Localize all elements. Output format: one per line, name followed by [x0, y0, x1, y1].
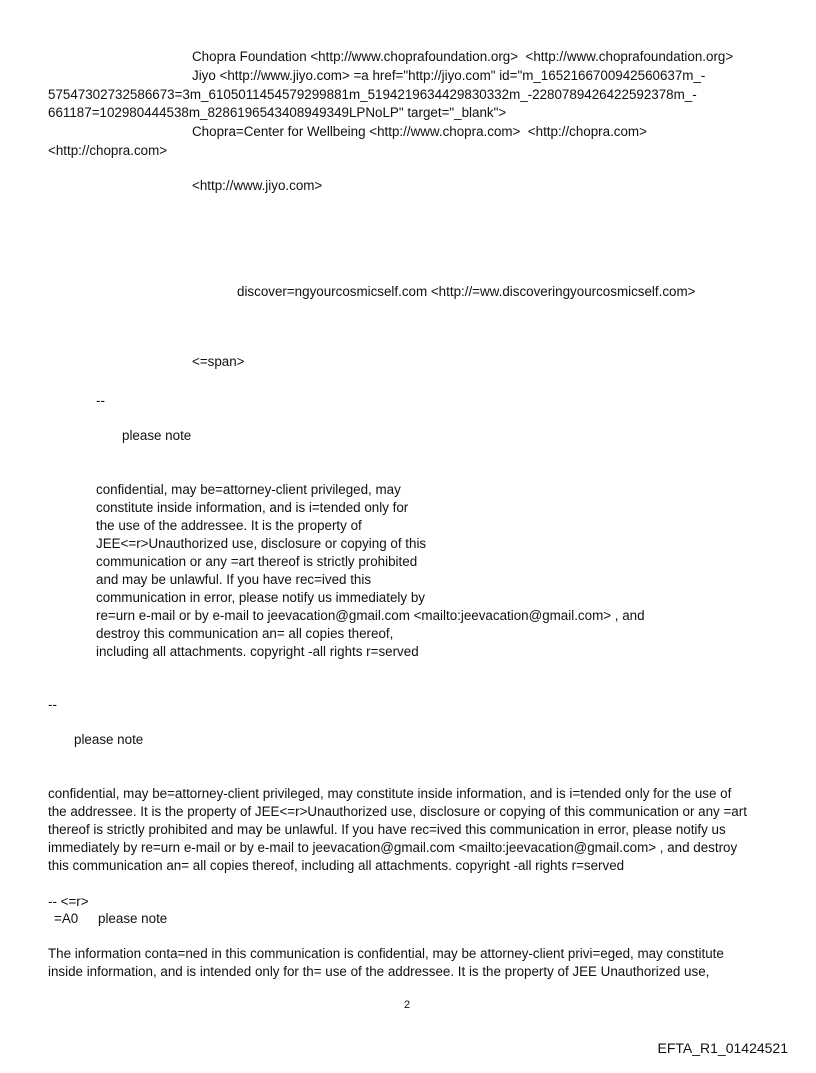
notice-line: re=urn e-mail or by e-mail to jeevacation@gmail.com <mailto:jeevacation@gmail.com> , and	[96, 608, 645, 623]
notice-heading: please note	[98, 911, 168, 926]
chopra-link-line: <http://chopra.com>	[48, 143, 168, 158]
notice-line: The information conta=ned in this communication is confidential, may be attorney-client privi=eged, may constitute	[48, 946, 724, 961]
id-line-2: 661187=102980444538m_8286196543408949349LPNoLP" target="_blank">	[48, 105, 507, 120]
notice-line: including all attachments. copyright -all rights r=served	[96, 644, 419, 659]
separator-dash: --	[48, 697, 57, 712]
a0-marker: =A0	[54, 911, 79, 926]
notice-line: the addressee. It is the property of JEE<=r>Unauthorized use, disclosure or copying of this communication or any =art	[48, 804, 747, 819]
separator-dash: -- <=r>	[48, 894, 89, 909]
notice-line: JEE<=r>Unauthorized use, disclosure or copying of this	[96, 536, 427, 551]
notice-line: communication in error, please notify us immediately by	[96, 590, 425, 605]
notice-line: thereof is strictly prohibited and may be unlawful. If you have rec=ived this communication in error, please notify us	[48, 822, 726, 837]
cosmic-self-line: discover=ngyourcosmicself.com <http://=ww.discoveringyourcosmicself.com>	[237, 284, 696, 299]
jiyo-link-line: <http://www.jiyo.com>	[192, 178, 323, 193]
id-line-1: 57547302732586673=3m_6105011454579299881m_5194219634429830332m_-2280789426422592378m_-	[48, 87, 697, 102]
notice-line: inside information, and is intended only for th= use of the addressee. It is the property of JEE Unauthorized use,	[48, 964, 710, 979]
notice-line: destroy this communication an= all copies thereof,	[96, 626, 394, 641]
document-id: EFTA_R1_01424521	[657, 1040, 788, 1056]
notice-heading: please note	[122, 428, 192, 443]
notice-heading: please note	[74, 732, 144, 747]
notice-line: and may be unlawful. If you have rec=ived this	[96, 572, 372, 587]
notice-line: this communication an= all copies thereof, including all attachments. copyright -all rights r=served	[48, 858, 625, 873]
jiyo-line: Jiyo <http://www.jiyo.com> =a href="http://jiyo.com" id="m_1652166700942560637m_-	[192, 68, 706, 83]
notice-line: immediately by re=urn e-mail or by e-mail to jeevacation@gmail.com <mailto:jeevacation@gmail.com> , and destroy	[48, 840, 738, 855]
notice-line: communication or any =art thereof is strictly prohibited	[96, 554, 418, 569]
page-number: 2	[404, 999, 411, 1011]
span-tag-line: <=span>	[192, 354, 245, 369]
notice-line: constitute inside information, and is i=tended only for	[96, 500, 409, 515]
notice-line: the use of the addressee. It is the property of	[96, 518, 362, 533]
notice-line: confidential, may be=attorney-client privileged, may	[96, 482, 401, 497]
foundation-line: Chopra Foundation <http://www.choprafoundation.org> <http://www.choprafoundation.org>	[192, 49, 734, 64]
separator-dash: --	[96, 393, 105, 408]
chopra-center-line: Chopra=Center for Wellbeing <http://www.chopra.com> <http://chopra.com>	[192, 124, 647, 139]
notice-line: confidential, may be=attorney-client privileged, may constitute inside information, and is i=tended only for the use of	[48, 786, 732, 801]
